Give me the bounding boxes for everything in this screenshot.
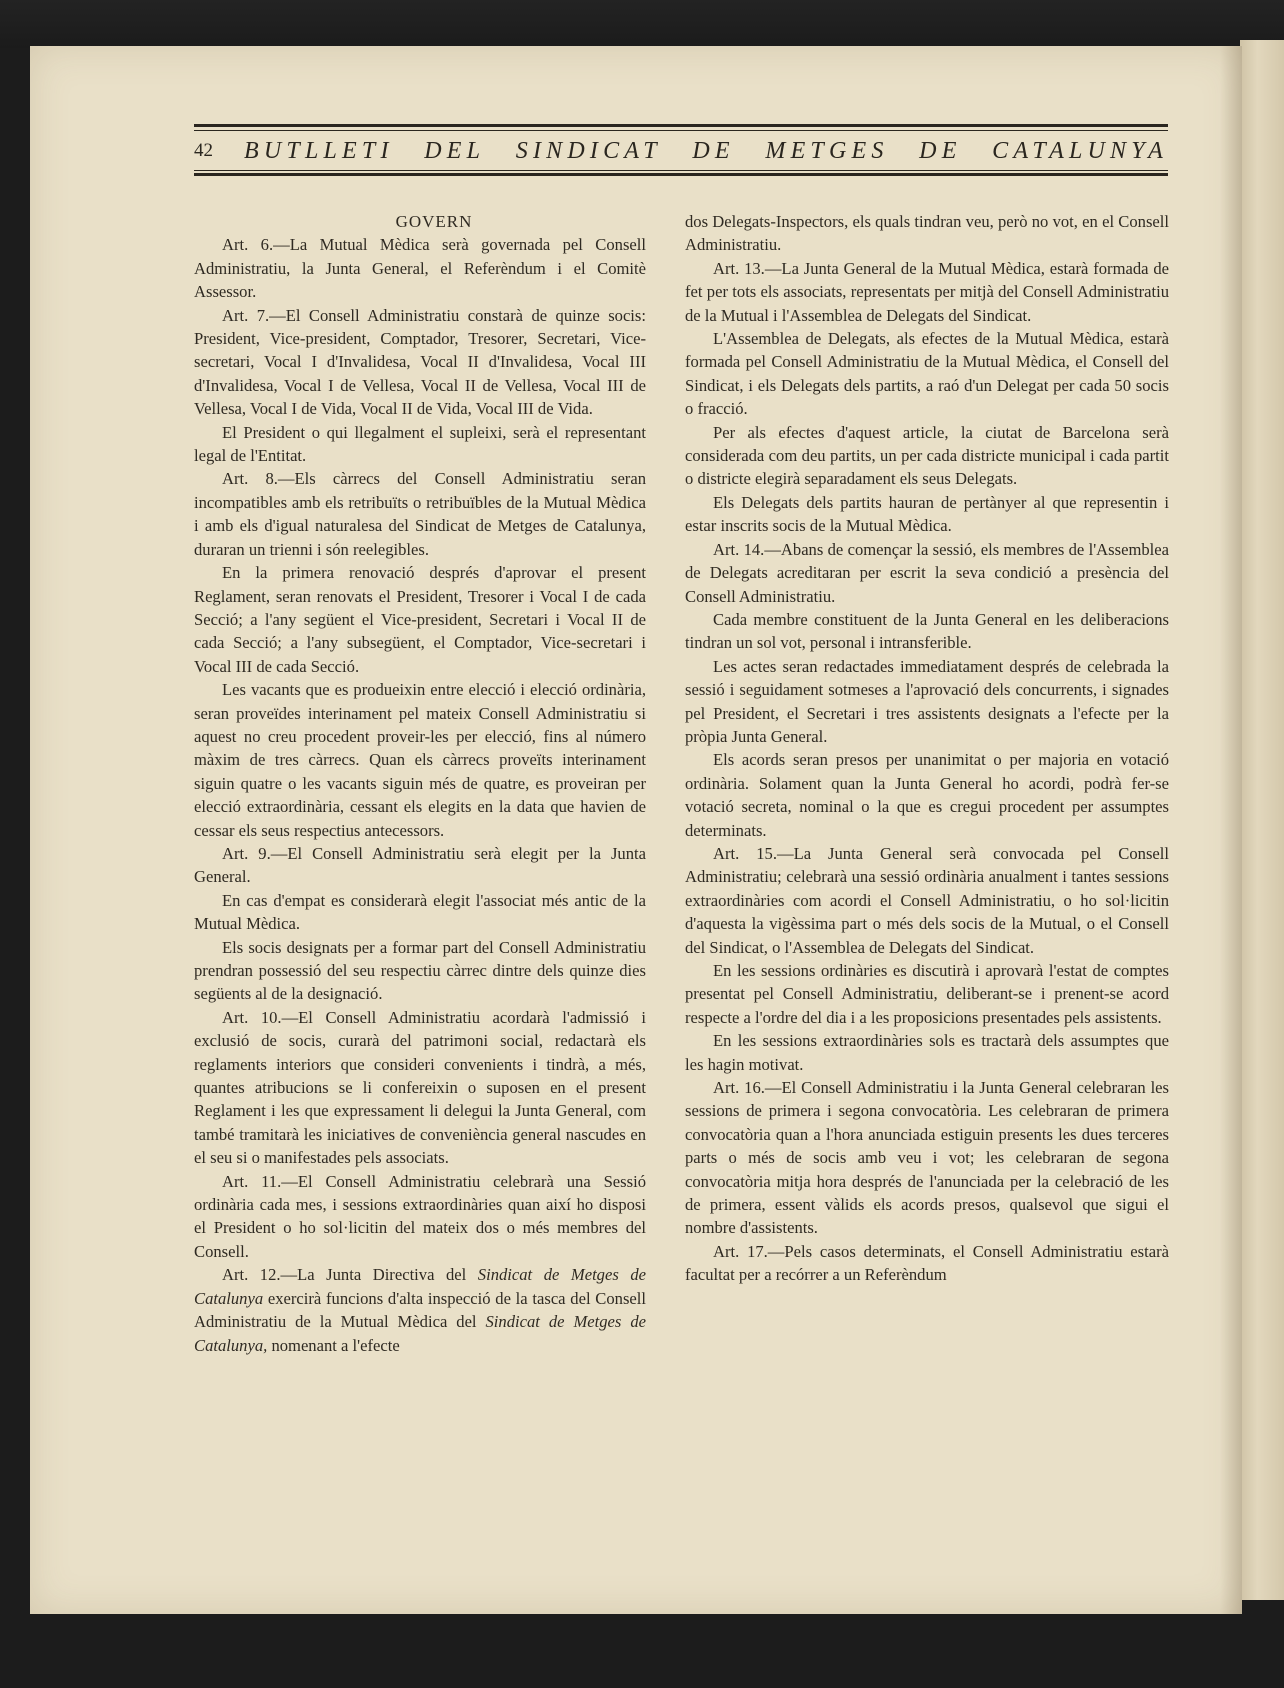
paragraph: En cas d'empat es considerarà elegit l'associat més antic de la Mutual Mèdica.	[194, 890, 646, 934]
paragraph: El President o qui llegalment el supleixi, serà el representant legal de l'Entitat.	[194, 422, 646, 466]
paragraph: Les actes seran redactades immediatament després de celebrada la sessió i seguidament sotmeses a l'aprovació dels concurrents, i signades pel President, el Secretari i tres assistents designats a l'efecte per la pròpia Junta General.	[685, 656, 1169, 746]
paragraph: Art. 13.—La Junta General de la Mutual Mèdica, estarà formada de fet per tots els associats, representats per mitjà del Consell Administratiu de la Mutual i l'Assemblea de Delegats del Sindicat.	[685, 258, 1169, 325]
running-title-word: BUTLLETI	[244, 137, 394, 164]
header-rule-bottom	[194, 173, 1168, 176]
page-header	[194, 124, 1168, 174]
right-column	[685, 210, 1169, 1287]
running-title-word: DEL	[424, 137, 486, 164]
document-page	[30, 46, 1242, 1614]
text-run: nomenant a l'efecte	[267, 1335, 400, 1355]
paragraph: Art. 6.—La Mutual Mèdica serà governada pel Consell Administratiu, la Junta General, el Referèndum i el Comitè Assessor.	[194, 235, 646, 302]
section-title: GOVERN	[395, 212, 473, 231]
page-number: 42	[194, 140, 213, 161]
paragraph: L'Assemblea de Delegats, als efectes de la Mutual Mèdica, estarà formada pel Consell Administratiu de la Mutual Mèdica, el Consell del Sindicat, i els Delegats dels partits, a raó d'un Delegat per cada 50 socis o fracció.	[685, 329, 1169, 419]
paragraph: Art. 15.—La Junta General serà convocada pel Consell Administratiu; celebrarà una sessió ordinària anualment i tantes sessions extraordinàries com acordi el Consell Administratiu, o ho sol·licitin d'aquesta la vigèssima part o més dels socis de la Mutual, o el Consell del Sindicat, o l'Assemblea de Delegats del Sindicat.	[685, 843, 1169, 957]
paragraph: Art. 8.—Els càrrecs del Consell Administratiu seran incompatibles amb els retribuïts o retribuïbles de la Mutual Mèdica i amb els d'igual naturalesa del Sindicat de Metges de Catalunya, duraran un trienni i són reelegibles.	[194, 469, 646, 559]
paragraph: Art. 7.—El Consell Administratiu constarà de quinze socis: President, Vice-president, Comptador, Tresorer, Secretari, Vice-secretari, Vocal I d'Invalidesa, Vocal II d'Invalidesa, Vocal III d'Invalidesa, Vocal I de Vellesa, Vocal II de Vellesa, Vocal III de Vellesa, Vocal I de Vida, Vocal II de Vida, Vocal III de Vida.	[194, 305, 646, 419]
paragraph: Art. 10.—El Consell Administratiu acordarà l'admissió i exclusió de socis, curarà del patrimoni social, redactarà els reglaments interiors que consideri convenients i tindrà, a més, quantes atribucions se li confereixin o suposen en el present Reglament i les que expressament li delegui la Junta General, com també tramitarà les iniciatives de conveniència general nascudes en el seu si o manifestades pels associats.	[194, 1007, 646, 1168]
paragraph: Art. 17.—Pels casos determinats, el Consell Administratiu estarà facultat per a recórrer a un Referèndum	[685, 1241, 1169, 1285]
italic-run: Sindicat de Metges de Catalunya	[194, 1265, 646, 1308]
paragraph: Les vacants que es produeixin entre elecció i elecció ordinària, seran proveïdes interinament pel mateix Consell Administratiu si aquest no creu procedent proveir-les per elecció, fins al número màxim de tres càrrecs. Quan els càrrecs proveïts interinament siguin quatre o les vacants siguin més de quatre, es proveiran per elecció extraordinària, cessant els elegits en la data que havien de cessar els seus respectius antecessors.	[194, 680, 646, 840]
left-column	[194, 210, 646, 1357]
header-rule-top	[194, 124, 1168, 127]
paragraph: Els acords seran presos per unanimitat o per majoria en votació ordinària. Solament quan la Junta General ho acordi, podrà fer-se votació secreta, nominal o la que es cregui procedent per assumptes determinats.	[685, 750, 1169, 840]
running-title-word: CATALUNYA	[992, 137, 1168, 164]
running-title-word: SINDICAT	[515, 137, 662, 164]
paragraph: Els Delegats dels partits hauran de pertànyer al que representin i estar inscrits socis de la Mutual Mèdica.	[685, 492, 1169, 536]
paragraph: Art. 14.—Abans de començar la sessió, els membres de l'Assemblea de Delegats acreditaran per escrit la seva condició a presència del Consell Administratiu.	[685, 539, 1169, 606]
paragraph: Art. 11.—El Consell Administratiu celebrarà una Sessió ordinària cada mes, i sessions extraordinàries quan així ho disposi el President o ho sol·licitin del mateix dos o més membres del Consell.	[194, 1171, 646, 1261]
running-title-word: DE	[919, 137, 962, 164]
paragraph: En les sessions extraordinàries sols es tractarà dels assumptes que les hagin motivat.	[685, 1031, 1169, 1074]
header-rule-top-thin	[194, 130, 1168, 131]
adjacent-page-edge	[1240, 40, 1284, 1600]
text-run: Art. 12.—La Junta Directiva del	[222, 1265, 478, 1285]
paragraph: Per als efectes d'aquest article, la ciutat de Barcelona serà considerada com deu partits, un per cada districte municipal i cada partit o districte elegirà separadament els seus Delegats.	[685, 422, 1169, 489]
paragraph: Els socis designats per a formar part del Consell Administratiu prendran possessió del seu respectiu càrrec dintre dels quinze dies següents al de la designació.	[194, 937, 646, 1004]
running-title	[244, 138, 1168, 165]
running-title-word: METGES	[765, 137, 889, 164]
running-title-word: DE	[692, 137, 735, 164]
header-row	[194, 136, 1168, 166]
paragraph: En la primera renovació després d'aprovar el present Reglament, seran renovats el President, Tresorer i Vocal I de cada Secció; a l'any següent el Vice-president, Secretari i Vocal II de cada Secció; a l'any subsegüent, el Comptador, Vice-secretari i Vocal III de cada Secció.	[194, 563, 646, 676]
paragraph-continuation: dos Delegats-Inspectors, els quals tindran veu, però no vot, en el Consell Administratiu.	[685, 212, 1169, 255]
header-rule-bottom-thin	[194, 170, 1168, 171]
paragraph: Cada membre constituent de la Junta General en les deliberacions tindran un sol vot, personal i intransferible.	[685, 609, 1169, 653]
italic-run: Sindicat de Metges de Catalunya,	[194, 1312, 646, 1355]
paragraph-art-12	[194, 1263, 646, 1357]
paragraph: Art. 16.—El Consell Administratiu i la Junta General celebraran les sessions de primera i segona convocatòria. Les celebraran de primera convocatòria quan a l'hora anunciada estiguin presents les dues terceres parts o més de socis amb veu i vot; les celebraran de segona convocatòria mitja hora després de l'anunciada per la celebració de les de primera, essent vàlids els acords presos, qualsevol que sigui el nombre d'assistents.	[685, 1078, 1169, 1238]
scan-background	[0, 0, 1284, 48]
text-run: exercirà funcions d'alta inspecció de la tasca del Consell Administratiu de la Mutual Mèdica del	[194, 1288, 646, 1332]
paragraph: En les sessions ordinàries es discutirà i aprovarà l'estat de comptes presentat pel Consell Administratiu, deliberant-se i prenent-se acord respecte a l'ordre del dia i a les proposicions presentades pels assistents.	[685, 961, 1169, 1027]
paragraph: Art. 9.—El Consell Administratiu serà elegit per la Junta General.	[194, 843, 646, 887]
